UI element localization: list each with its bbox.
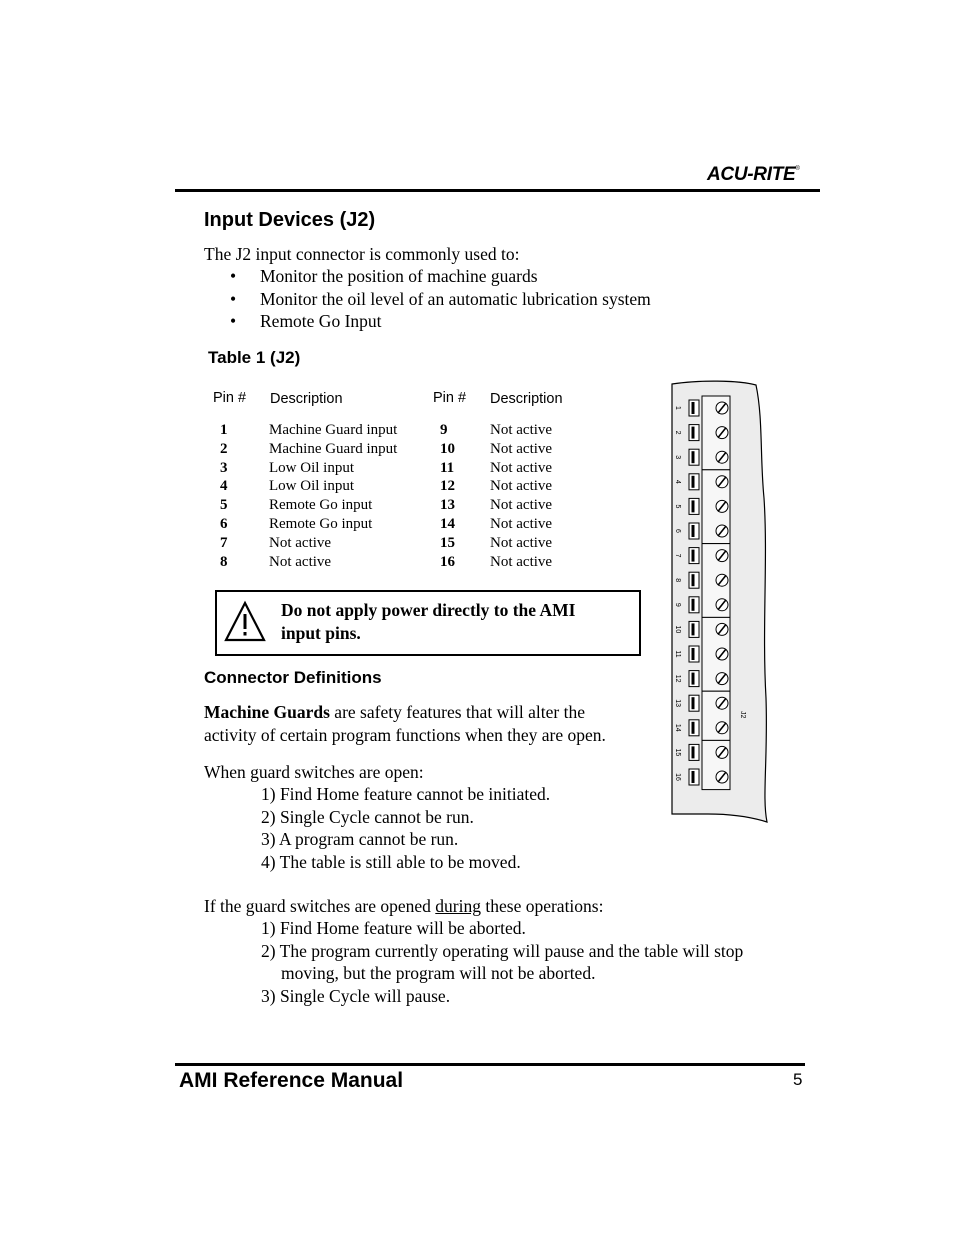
table-cell-pin: 7 — [220, 534, 228, 551]
guard-open-steps — [261, 783, 550, 873]
list-item: 3) A program cannot be run. — [261, 829, 459, 849]
pin-number-label: 2 — [674, 430, 681, 435]
pin-contact — [692, 722, 695, 734]
pin-number-label: 8 — [674, 578, 681, 583]
pin-contact — [692, 500, 695, 512]
table-cell-description: Not active — [490, 459, 553, 476]
pin-number-label: 1 — [674, 406, 681, 410]
during-emphasis: during — [435, 896, 481, 916]
header-rule — [175, 189, 820, 192]
list-item: 1) Find Home feature will be aborted. — [261, 918, 526, 938]
pin-contact — [692, 574, 695, 586]
pin-number-label: 5 — [674, 504, 681, 509]
bullet-list — [230, 265, 651, 333]
registered-mark: ® — [795, 166, 800, 172]
table-cell-pin: 1 — [220, 422, 228, 438]
machine-guards-term: Machine Guards — [204, 702, 330, 722]
table-cell-description: Not active — [269, 553, 332, 570]
table-cell-pin: 3 — [220, 459, 228, 476]
table-cell-description: Not active — [490, 534, 553, 551]
table-cell-description: Machine Guard input — [269, 440, 398, 457]
pin-number-label: 10 — [674, 625, 681, 634]
warning-text: Do not apply power directly to the AMI input pins. — [281, 600, 576, 643]
warning-triangle-icon — [224, 600, 266, 644]
pin-contact — [692, 476, 695, 488]
description-column-right — [490, 421, 552, 571]
brand-name: ACU-RITE — [707, 164, 796, 185]
table-cell-description: Not active — [490, 497, 553, 514]
guard-during-intro: If the guard switches are opened during these operations: — [204, 896, 604, 916]
pin-contact — [692, 550, 695, 562]
guard-during-steps — [261, 917, 801, 1007]
pin-contact — [692, 623, 695, 635]
table-cell-description: Remote Go input — [269, 497, 373, 514]
pin-number-label: 12 — [674, 674, 681, 683]
page-number: 5 — [793, 1070, 803, 1089]
table-cell-pin: 8 — [220, 553, 228, 570]
pin-number-label: 16 — [674, 773, 681, 781]
table-cell-pin: 2 — [220, 440, 228, 457]
j2-connector-diagram — [668, 378, 780, 824]
list-item: 3) Single Cycle will pause. — [261, 985, 451, 1006]
acu-rite-logo — [707, 164, 800, 186]
table-cell-description: Remote Go input — [269, 515, 373, 532]
table-cell-description: Not active — [490, 478, 553, 495]
table-cell-pin: 10 — [440, 440, 455, 457]
pin-column-right — [440, 421, 455, 571]
pin-number-label: 13 — [674, 699, 681, 708]
table-cell-pin: 14 — [440, 515, 455, 532]
table-cell-description: Not active — [490, 553, 553, 570]
table-cell-pin: 16 — [440, 553, 455, 570]
guard-open-intro: When guard switches are open: — [204, 762, 424, 782]
pin-contact — [692, 673, 695, 685]
pin-contact — [692, 599, 695, 611]
machine-guards-paragraph: Machine Guards are safety features that will alter the activity of certain program functions when they are open. — [204, 702, 606, 745]
footer-title: AMI Reference Manual — [179, 1069, 404, 1092]
list-item: 1) Find Home feature cannot be initiated. — [261, 784, 551, 804]
pin-contact — [692, 451, 695, 463]
table-cell-pin: 9 — [440, 422, 448, 438]
header-description-left: Description — [270, 391, 343, 407]
section-title: Input Devices (J2) — [204, 209, 376, 231]
pin-number-label: 11 — [674, 650, 681, 658]
table-cell-description: Low Oil input — [269, 459, 354, 476]
table-cell-pin: 4 — [220, 478, 228, 495]
table-cell-pin: 6 — [220, 515, 228, 532]
table-cell-description: Not active — [490, 515, 553, 532]
pin-number-label: 3 — [674, 455, 681, 460]
table-cell-description: Low Oil input — [269, 478, 354, 495]
table-cell-pin: 13 — [440, 497, 455, 514]
pin-number-label: 6 — [674, 529, 681, 533]
pin-contact — [692, 746, 695, 758]
table-cell-pin: 15 — [440, 534, 455, 551]
header-pin-left: Pin # — [213, 390, 247, 406]
pin-number-label: 4 — [674, 479, 681, 484]
table-cell-description: Not active — [490, 422, 553, 438]
pin-column-left — [220, 421, 228, 571]
table-cell-pin: 5 — [220, 497, 228, 514]
intro-text: The J2 input connector is commonly used to: — [204, 244, 520, 264]
pin-contact — [692, 648, 695, 660]
pin-number-label: 14 — [674, 723, 681, 732]
header-pin-right: Pin # — [433, 390, 467, 406]
bullet-item: • Monitor the oil level of an automatic lubrication system — [230, 288, 651, 309]
description-column-left — [269, 421, 397, 571]
list-item: 2) The program currently operating will pause and the table will stop moving, but the program will not be aborted. — [261, 940, 744, 983]
pin-contact — [692, 525, 695, 537]
pin-contact — [692, 427, 695, 439]
pin-number-label: 9 — [674, 602, 681, 607]
subsection-title: Connector Definitions — [204, 668, 382, 687]
table-cell-pin: 12 — [440, 478, 455, 495]
table-cell-description: Not active — [269, 534, 332, 551]
bullet-item: • Remote Go Input — [230, 311, 382, 331]
footer-rule — [175, 1063, 805, 1066]
pin-contact — [692, 402, 695, 414]
header-description-right: Description — [490, 391, 563, 407]
warning-box — [215, 590, 641, 656]
pin-number-label: 15 — [674, 748, 681, 757]
table-cell-description: Not active — [490, 440, 553, 457]
pin-contact — [692, 697, 695, 709]
table-cell-description: Machine Guard input — [269, 422, 398, 438]
list-item: 2) Single Cycle cannot be run. — [261, 806, 474, 827]
connector-label: J2 — [739, 711, 746, 719]
table-title: Table 1 (J2) — [208, 348, 301, 367]
table-cell-pin: 11 — [440, 459, 455, 476]
list-item: 4) The table is still able to be moved. — [261, 851, 521, 872]
pin-number-label: 7 — [674, 553, 681, 558]
bullet-item: • Monitor the position of machine guards — [230, 266, 538, 286]
pin-contact — [692, 771, 695, 783]
